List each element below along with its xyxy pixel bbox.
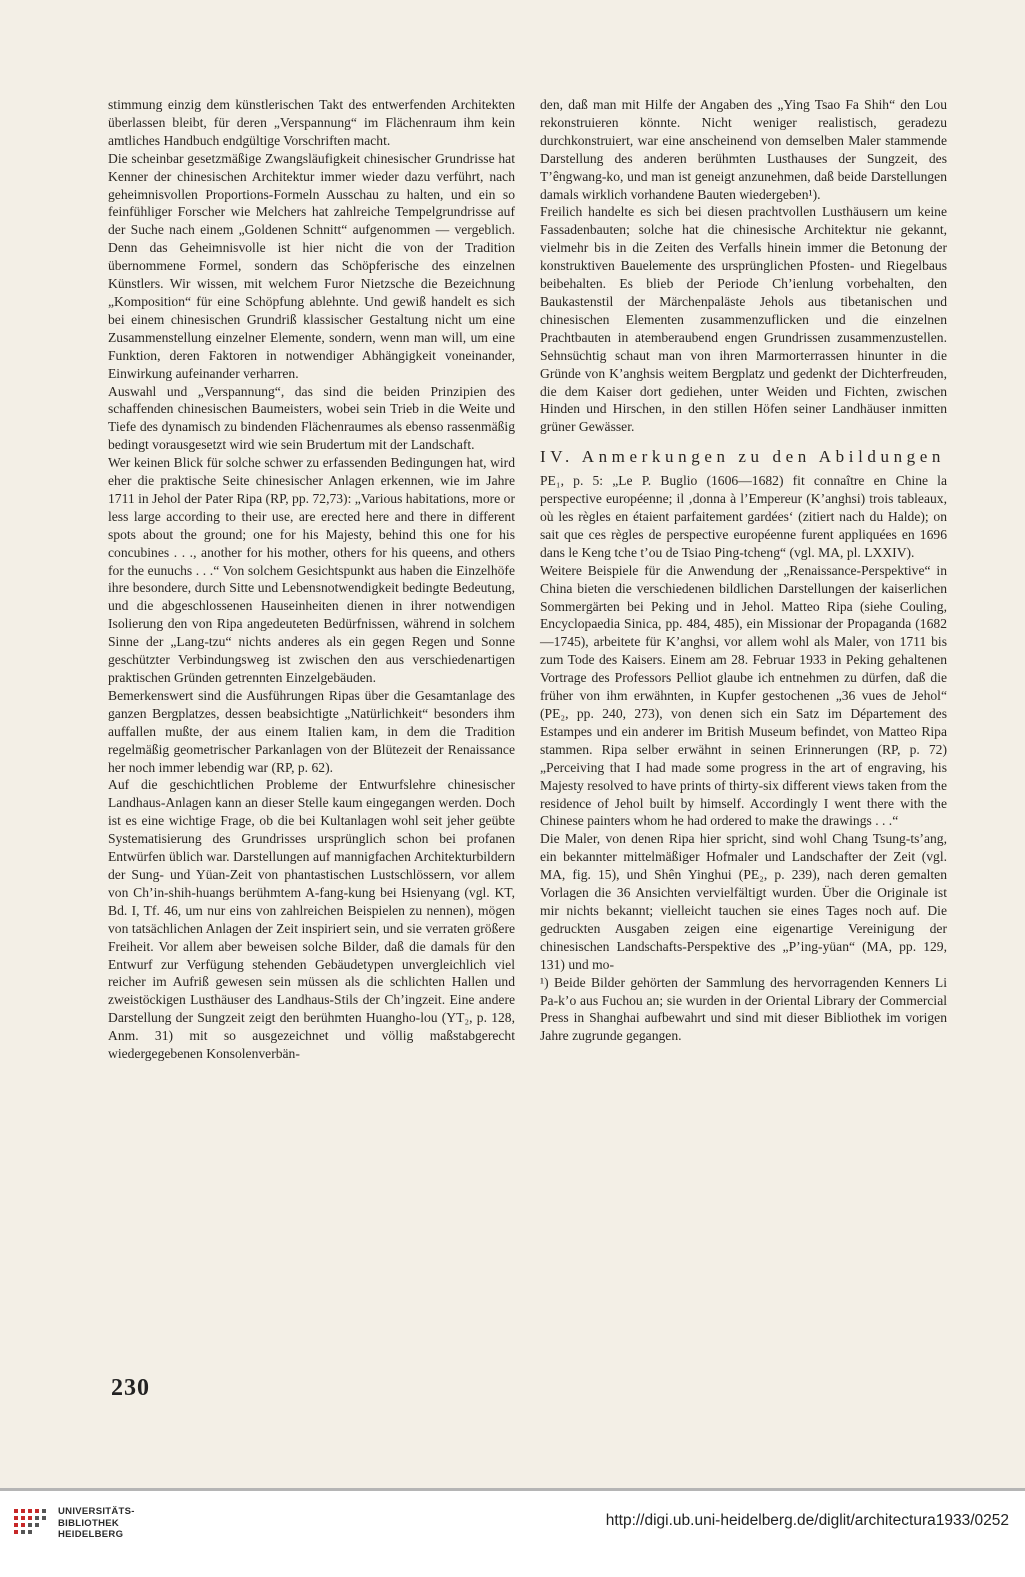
source-url[interactable]: http://digi.ub.uni-heidelberg.de/diglit/architectura1933/0252 bbox=[605, 1512, 1009, 1529]
paragraph: Weitere Beispiele für die Anwendung der „Renaissance-Perspektive“ in China bieten die verschiedenen bildlichen Darstellungen der kaiserlichen Sommergärten bei Peking und in Jehol. Matteo Ripa (siehe Couling, Encyclopaedia Sinica, pp. 484, 485), ein Missionar der Propaganda (1682—1745), arbeitete für K’anghsi, vor allem wohl als Maler, von 1711 bis zum Tode des Kaisers. Einem am 28. Februar 1933 in Peking gehaltenen Vortrage des Professors Pelliot glaube ich entnehmen zu dürfen, daß die früher von ihm erwähnten, in Kupfer gestochenen „36 vues de Jehol“ (PE₂, pp. 240, 273), von denen sich ein Satz im Département des Estampes und ein anderer im British Museum befindet, von Matteo Ripa stammen. Ripa selber erwähnt in seinen Erinnerungen (RP, p. 72) „Perceiving that I had made some progress in the art of engraving, his Majesty resolved to have prints of thirty-six different views taken from the residence of Jehol built by himself. Accordingly I went there with the Chinese painters whom he had ordered to make the drawings . . .“ bbox=[540, 562, 947, 829]
paragraph: Auswahl und „Verspannung“, das sind die beiden Prinzipien des schaffenden chinesischen Baumeisters, wobei sein Trieb in die Weite und Tiefe des dynamisch zu bindenden Flächenraumes als ebenso rassenmäßig bedingt vorausgesetzt wird wie sein Brudertum mit der Landschaft. bbox=[108, 383, 515, 453]
paragraph: Die Maler, von denen Ripa hier spricht, sind wohl Chang Tsung-ts’ang, ein bekannter mittelmäßiger Hofmaler und Landschafter der Zeit (vgl. MA, fig. 15), und Shên Yinghui (PE₂, p. 239), nach deren gemalten Vorlagen die 36 Ansichten vervielfältigt wurden. Über die Originale ist mir nichts bekannt; vielleicht tauchen sie eines Tages noch auf. Die gedruckten Ausgaben zeigen eine eigenartige Vereinigung der chinesischen Landschafts-Perspektive des „P’ing-yüan“ (MA, pp. 129, 131) und mo- bbox=[540, 831, 947, 972]
library-name-line: HEIDELBERG bbox=[58, 1529, 124, 1540]
library-name bbox=[58, 1506, 135, 1541]
paragraph: Auf die geschichtlichen Probleme der Entwurfslehre chinesischer Landhaus-Anlagen kann an dieser Stelle kaum eingegangen werden. Doch ist es eine wichtige Frage, ob die bei Kultanlagen wohl seit jeher geübte Systematisierung des Grundrisses ursprünglich schon bei profanen Entwürfen üblich war. Darstellungen auf mannigfachen Architekturbildern der Sung- und Yüan-Zeit von phantastischen Lustschlössern, vor allem von Ch’in-shih-huangs berühmtem A-fang-kung bei Hsienyang (vgl. KT, Bd. I, Tf. 46, um nur eins von zahlreichen Beispielen zu nennen), mögen von tatsächlichen Anlagen der Zeit inspiriert sein, und sie verraten größere Freiheit. Vor allem aber beweisen solche Bilder, daß die damals für den Entwurf zur Verfügung stehenden Gebäudetypen unvergleichlich viel reicher im Aufriß gewesen sein müssen als die schlichten Hallen und zweistöckigen Lusthäuser des Landhaus-Stils der Ch’ingzeit. Eine andere Darstellung der Sungzeit zeigt den berühmten Huangho-lou (YT₂, p. 128, Anm. 31) mit so ausgezeichnet und völlig maßstabgerecht wiedergegebenen Konsolenverbän- bbox=[108, 777, 515, 1062]
page-number: 230 bbox=[111, 1375, 150, 1401]
paragraph: stimmung einzig dem künstlerischen Takt des entwerfenden Architekten überlassen bleibt, für deren „Verspannung“ im Flächenraum ihm kein amtliches Handbuch endgültige Vorschriften macht. bbox=[108, 97, 515, 148]
paragraph: Bemerkenswert sind die Ausführungen Ripas über die Gesamtanlage des ganzen Bergplatzes, dessen beabsichtigte „Natürlichkeit“ besonders ihm auffallen mußte, der aus einem Italien kam, in dem die Tradition regelmäßig geometrischer Parkanlagen von der Blütezeit der Renaissance her noch immer lebendig war (RP, p. 62). bbox=[108, 687, 515, 775]
right-column bbox=[540, 96, 947, 1045]
footer-bar bbox=[0, 1488, 1025, 1577]
paragraph: Die scheinbar gesetzmäßige Zwangsläufigkeit chinesischer Grundrisse hat Kenner der chinesischen Architektur immer wieder dazu verführt, nach geheimnisvollen Proportions-Formeln Ausschau zu halten, und ein so feinfühliger Forscher wie Melchers hat zahlreiche Tempelgrundrisse auf der Suche nach einem „Goldenen Schnitt“ aufgenommen — vergeblich. Denn das Geheimnisvolle ist hier nicht die von der Tradition übernommene Formel, sondern das Schöpferische des einzelnen Künstlers. Wir wissen, mit welchem Furor Nietzsche die Bezeichnung „Komposition“ für eine Schöpfung ablehnte. Und gewiß handelt es sich bei einem chinesischen Grundriß klassischer Gestaltung nicht um eine Zusammenstellung einzelner Elemente, sondern, wenn man will, um eine Funktion, deren Faktoren in notwendiger Abhängigkeit voneinander, Einwirkung aufeinander verharren. bbox=[108, 150, 515, 381]
footnote: ¹) Beide Bilder gehörten der Sammlung des hervorragenden Kenners Li Pa-k’o aus Fuchou an; sie wurden in der Oriental Library der Commercial Press in Shanghai aufbewahrt und sind mit dieser Bibliothek im vorigen Jahre zugrunde gegangen. bbox=[540, 974, 947, 1044]
section-heading: IV. Anmerkungen zu den Abildungen bbox=[540, 447, 946, 467]
paragraph: Freilich handelte es sich bei diesen prachtvollen Lusthäusern um keine Fassadenbauten; solche hat die chinesische Architektur nie gekannt, vielmehr bis in die Zeiten des Verfalls hinein immer die Betonung der konstruktiven Bauelemente des ursprünglichen Pfosten- und Riegelbaus beibehalten. Es blieb der Periode Ch’ienlung vorbehalten, den Baukastenstil der Märchenpaläste Jehols aus tibetanischen und chinesischen Elementen zusammenzuflicken und die einzelnen Prachtbauten in atemberaubend engen Grundrissen zusammenzustellen. Sehnsüchtig schaut man von ihren Marmorterrassen hinunter in die Gründe von K’anghsis weitem Bergplatz und gedenkt der Dichterfreuden, die dem Kaiser dort gediehen, unter Weiden und Fichten, zwischen Hinden und Hirschen, in den stillen Höfen seiner Landhäuser inmitten grüner Gewässer. bbox=[540, 204, 947, 435]
footer-divider bbox=[0, 1488, 1025, 1491]
left-column bbox=[108, 96, 515, 1063]
library-logo-icon bbox=[12, 1506, 52, 1542]
paragraph: PE₁, p. 5: „Le P. Buglio (1606—1682) fit connaître en Chine la perspective européenne; il ‚donna à l’Empereur (K’anghsi) trois tableaux, où les règles en étaient parfaitement gardées‘ (zitiert nach du Halde); on sait que ces règles de perspective européenne furent appliquées en 1696 dans le Keng tche t’ou de Tsiao Ping-tcheng“ (vgl. MA, pl. LXXIV). bbox=[540, 473, 947, 560]
library-name-line: UNIVERSITÄTS- bbox=[58, 1506, 135, 1517]
library-name-line: BIBLIOTHEK bbox=[58, 1517, 120, 1529]
paragraph: den, daß man mit Hilfe der Angaben des „Ying Tsao Fa Shih“ den Lou rekonstruieren könnte. Nicht weniger realistisch, geradezu durchkonstruiert, war eine anscheinend von demselben Maler stammende Darstellung des anderen berühmten Lusthauses der Sungzeit, des T’êngwang-ko, und man ist geneigt anzunehmen, daß beide Darstellungen damals wirklich vorhandene Bauten wiedergeben¹). bbox=[540, 97, 947, 202]
paragraph: Wer keinen Blick für solche schwer zu erfassenden Bedingungen hat, wird eher die praktische Seite chinesischer Anlagen erkennen, wie im Jahre 1711 in Jehol der Pater Ripa (RP, pp. 72,73): „Various habitations, more or less large according to their use, are erected here and there in different spots about the ground; one for his Majesty, behind this one for his concubines . . ., another for his mother, others for his queens, and others for the eunuchs . . .“ Von solchem Gesichtspunkt aus haben die Einzelhöfe ihre besondere, durch Sitte und Lebensnotwendigkeit bedingte Bedeutung, und die abgeschlossenen Hauseinheiten dienen in ihrer notwendigen Isolierung den von Ripa angedeuteten Bedürfnissen, während in solchem Sinne der „Lang-tzu“ nichts anderes als ein gegen Regen und Sonne geschützter Verbindungsweg ist zwischen den aus verschiedenartigen praktischen Gründen getrennten Einzelgebäuden. bbox=[108, 455, 515, 685]
